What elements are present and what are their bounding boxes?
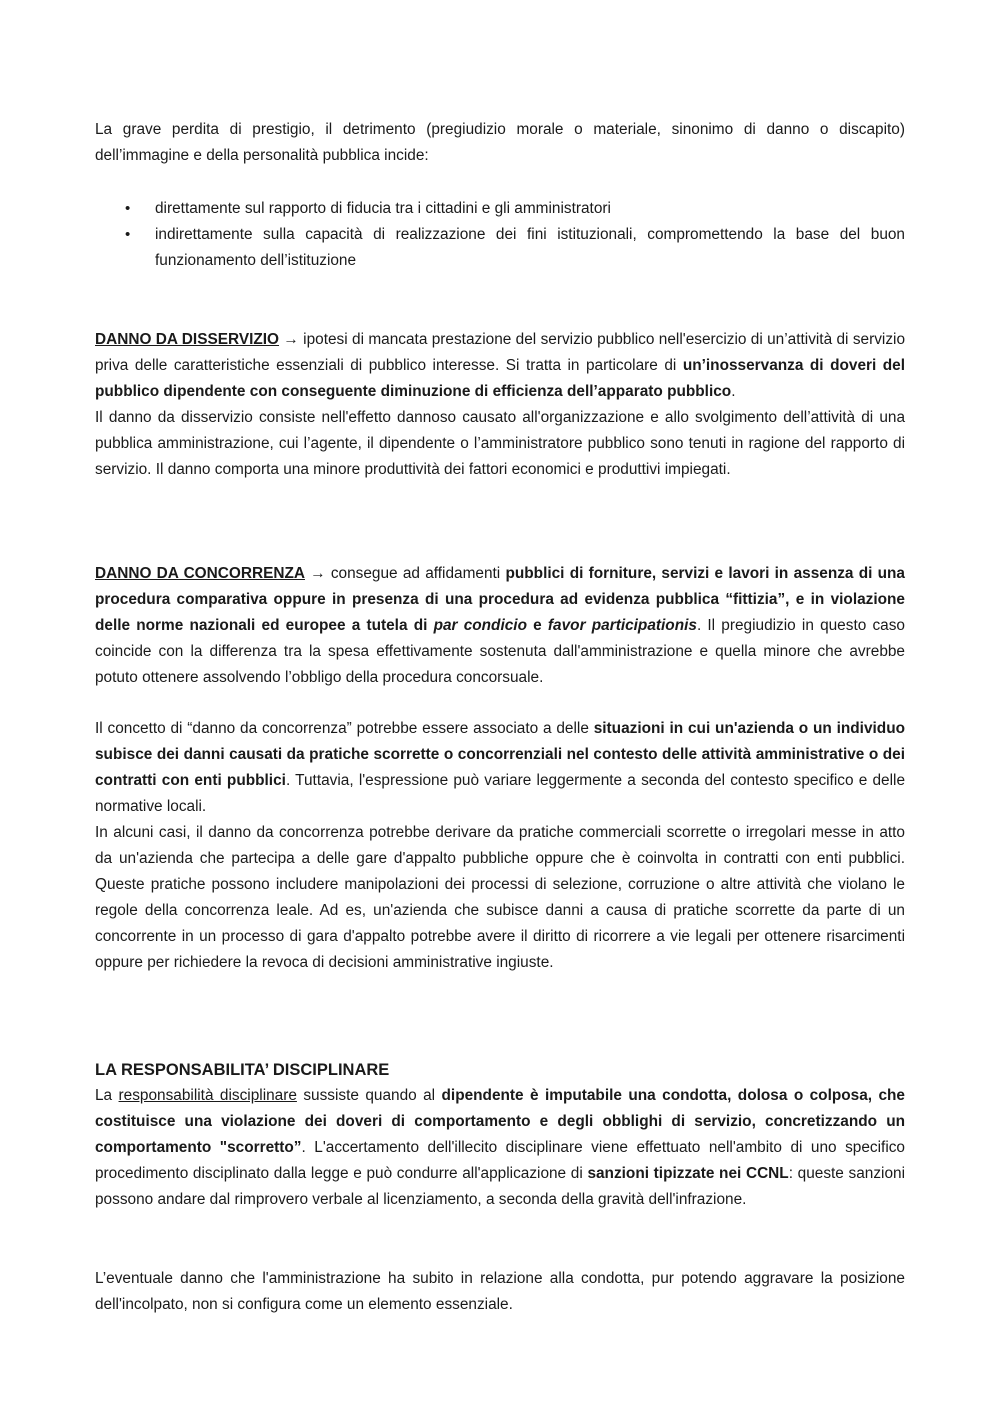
concorrenza-text-end: . Il pregiudizio in questo caso coincide con la differenza tra la spesa effettivamente sostenuta dall'amministrazione e quella minore che avrebbe potuto ottenere assolvendo l’obbligo della procedura concorsuale.	[95, 617, 905, 686]
section-concetto	[95, 716, 905, 976]
concetto-text-end: . Tuttavia, l'espressione può variare leggermente a seconda del contesto specifico e delle normative locali.	[95, 772, 906, 815]
disservizio-text-end: .	[731, 383, 736, 400]
concorrenza-title: DANNO DA CONCORRENZA	[95, 565, 305, 582]
arrow-icon: →	[310, 565, 326, 582]
concetto-text: Il concetto di “danno da concorrenza” potrebbe essere associato a delle	[95, 720, 594, 737]
arrow-icon: →	[283, 331, 299, 348]
concetto-paragraph-2: In alcuni casi, il danno da concorrenza potrebbe derivare da pratiche commerciali scorrette o irregolari messe in atto da un'azienda che partecipa a delle gare d'appalto pubbliche oppure che è coinvolta in contratti con enti pubblici. Queste pratiche possono includere manipolazioni dei processi di selezione, corruzione o altre attività che violano le regole della concorrenza leale. Ad es, un'azienda che subisce danni a causa di pratiche scorrette da parte di un concorrente in un processo di gara d'appalto potrebbe avere il diritto di ricorrere a vie legali per ottenere risarcimenti oppure per richiedere la revoca di decisioni amministrative ingiuste.	[95, 824, 905, 971]
disciplinare-paragraph-2: L’eventuale danno che l'amministrazione ha subito in relazione alla condotta, pur potendo aggravare la posizione dell'incolpato, non si configura come un elemento essenziale.	[95, 1270, 905, 1313]
disciplinare-bold-sanzioni: sanzioni tipizzate nei CCNL	[587, 1165, 789, 1182]
disciplinare-text-end: : queste sanzioni possono andare dal rimprovero verbale al licenziamento, a seconda della gravità dell'infrazione.	[95, 1165, 905, 1208]
disciplinare-text: . L'accertamento dell'illecito disciplinare viene effettuato nell'ambito di uno specifico procedimento disciplinato dalla legge e può condurre all'applicazione di	[95, 1139, 905, 1182]
concorrenza-paragraph	[95, 561, 905, 691]
disciplinare-bold-text: dipendente è imputabile una condotta, dolosa o colposa, che costituisce una violazione dei doveri di comportamento e degli obblighi di servizio, concretizzando un comportamento "scorretto”	[95, 1087, 905, 1156]
section-danno-concorrenza	[95, 561, 905, 691]
section-danno-eventuale	[95, 1266, 905, 1318]
disservizio-title: DANNO DA DISSERVIZIO	[95, 331, 280, 348]
section-danno-disservizio	[95, 327, 905, 483]
intro-bullet-list	[95, 196, 905, 274]
list-item: • direttamente sul rapporto di fiducia tra i cittadini e gli amministratori	[95, 196, 905, 222]
disservizio-bold-text: un’inosservanza di doveri del pubblico dipendente con conseguente diminuzione di efficienza dell’apparato pubblico	[95, 357, 905, 400]
concetto-bold-text: situazioni in cui un'azienda o un individuo subisce dei danni causati da pratiche scorrette o concorrenziali nel contesto delle attività amministrative o dei contratti con enti pubblici	[95, 720, 905, 789]
disservizio-paragraph-2: Il danno da disservizio consiste nell'effetto dannoso causato all'organizzazione e allo svolgimento dell’attività di una pubblica amministrazione, cui l’agente, il dipendente o l’amministratore pubblico sono tenuti in ragione del rapporto di servizio. Il danno comporta una minore produttività dei fattori economici e produttivi impiegati.	[95, 409, 905, 478]
concetto-paragraph	[95, 716, 905, 820]
disciplinare-paragraph	[95, 1083, 905, 1213]
responsabilita-disciplinare-link[interactable]: responsabilità disciplinare	[118, 1087, 297, 1104]
concorrenza-bold-conj: e	[526, 617, 548, 634]
concorrenza-bold-text: pubblici di forniture, servizi e lavori in assenza di una procedura comparativa oppure in presenza di una procedura ad evidenza pubblica “fittizia”, e in violazione delle norme nazionali ed europee a tutela di	[95, 565, 905, 634]
concorrenza-italic-favor: favor participationis	[547, 617, 697, 634]
disservizio-paragraph	[95, 327, 905, 405]
disciplinare-text: sussiste quando al	[296, 1087, 442, 1104]
list-item: • indirettamente sulla capacità di realizzazione dei fini istituzionali, compromettendo la base del buon funzionamento dell’istituzione	[95, 222, 905, 274]
section-responsabilita-disciplinare	[95, 1057, 905, 1213]
section-heading: LA RESPONSABILITA’ DISCIPLINARE	[95, 1061, 390, 1079]
concorrenza-text: consegue ad affidamenti	[325, 565, 506, 582]
disservizio-text: ipotesi di mancata prestazione del servizio pubblico nell'esercizio di un’attività di servizio priva delle caratteristiche essenziali di pubblico interesse. Si tratta in particolare di	[95, 331, 906, 374]
intro-paragraph	[95, 117, 905, 169]
disciplinare-text: La	[95, 1087, 119, 1104]
concorrenza-italic-par-condicio: par condicio	[433, 617, 527, 634]
intro-text: La grave perdita di prestigio, il detrimento (pregiudizio morale o materiale, sinonimo di danno o discapito) dell’immagine e della personalità pubblica incide:	[95, 121, 905, 164]
